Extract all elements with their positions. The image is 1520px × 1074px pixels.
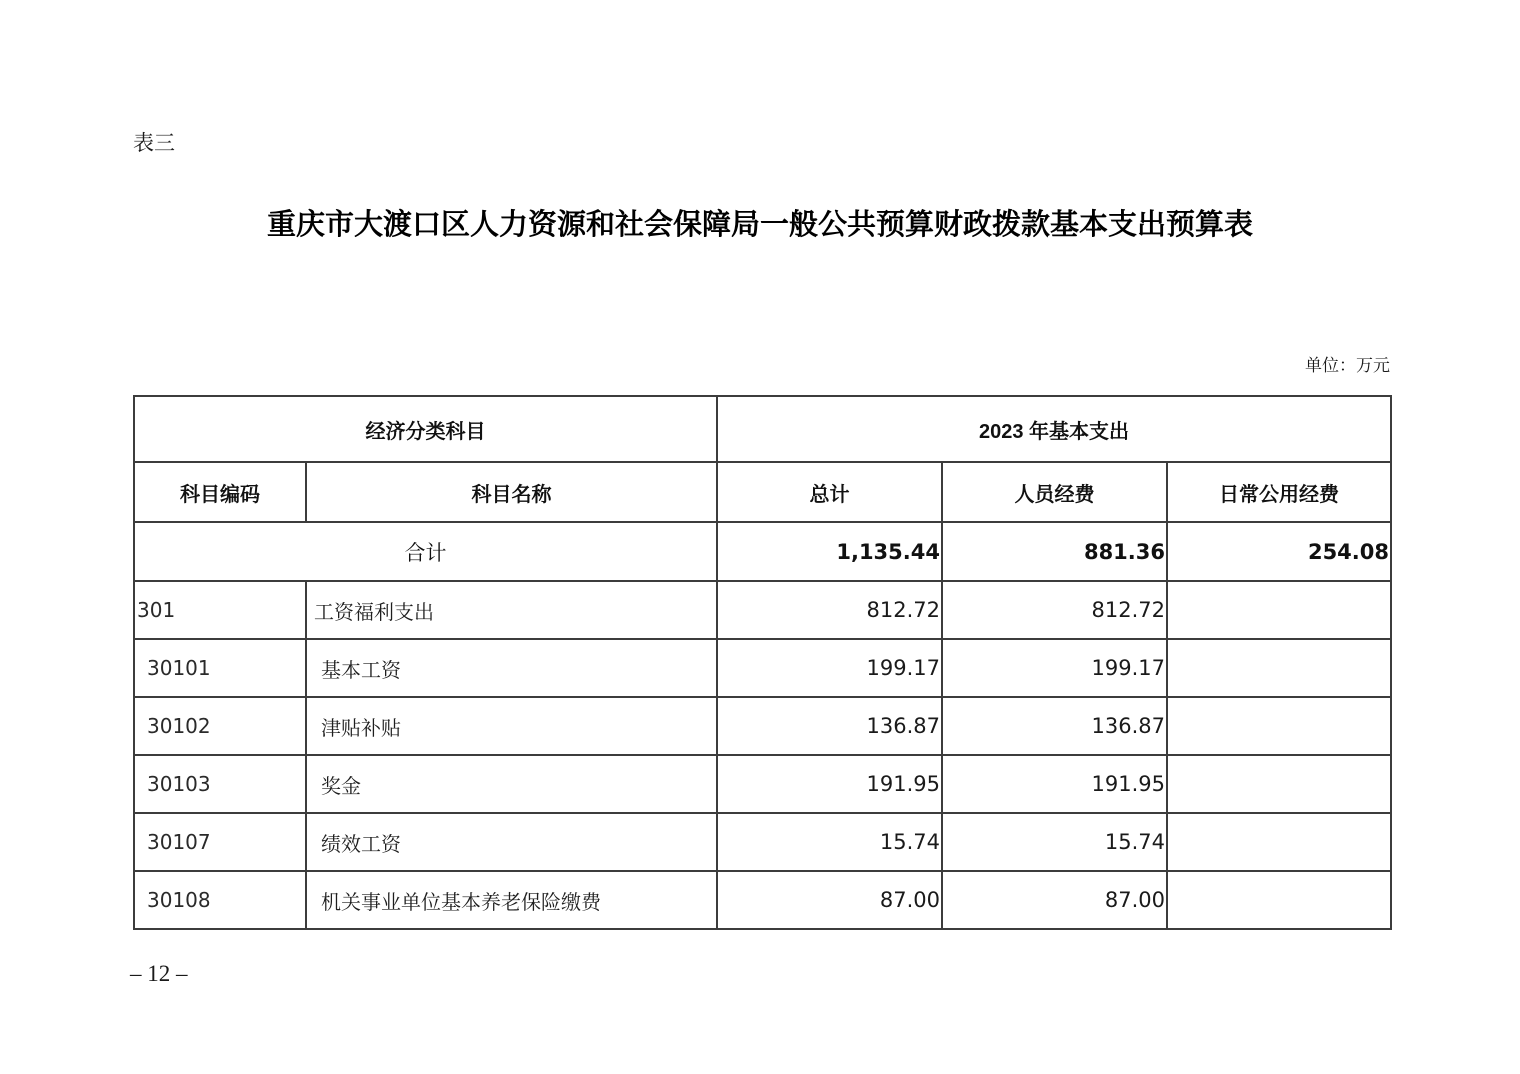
page-number: – 12 – <box>130 961 188 986</box>
table-row <box>134 581 1391 639</box>
row-code: 30101 <box>134 639 306 697</box>
row-total: 136.87 <box>717 697 942 755</box>
row-name: 津贴补贴 <box>306 697 717 755</box>
column-header-personnel: 人员经费 <box>942 462 1167 522</box>
row-total: 199.17 <box>717 639 942 697</box>
row-personnel: 812.72 <box>942 581 1167 639</box>
total-row <box>134 522 1391 581</box>
row-name: 基本工资 <box>306 639 717 697</box>
row-personnel: 87.00 <box>942 871 1167 929</box>
budget-table <box>133 395 1392 930</box>
row-daily-public <box>1167 755 1391 813</box>
row-daily-public <box>1167 639 1391 697</box>
row-total: 15.74 <box>717 813 942 871</box>
row-total: 87.00 <box>717 871 942 929</box>
total-row-personnel: 881.36 <box>942 522 1167 581</box>
total-row-total: 1,135.44 <box>717 522 942 581</box>
table-row <box>134 697 1391 755</box>
row-name: 机关事业单位基本养老保险缴费 <box>306 871 717 929</box>
table-row <box>134 813 1391 871</box>
row-name: 奖金 <box>306 755 717 813</box>
row-code: 30103 <box>134 755 306 813</box>
row-personnel: 15.74 <box>942 813 1167 871</box>
row-code: 301 <box>134 581 306 639</box>
total-row-daily-public: 254.08 <box>1167 522 1391 581</box>
unit-note: 单位：万元 <box>1305 356 1390 375</box>
sheet-label: 表三 <box>133 131 175 155</box>
page-title: 重庆市大渡口区人力资源和社会保障局一般公共预算财政拨款基本支出预算表 <box>266 209 1253 241</box>
row-code: 30108 <box>134 871 306 929</box>
row-total: 812.72 <box>717 581 942 639</box>
table-row <box>134 639 1391 697</box>
row-name: 绩效工资 <box>306 813 717 871</box>
row-name: 工资福利支出 <box>306 581 717 639</box>
header-economic-classification: 经济分类科目 <box>134 396 717 462</box>
header-group-row <box>134 396 1391 462</box>
table-row <box>134 755 1391 813</box>
header-columns-row <box>134 462 1391 522</box>
row-daily-public <box>1167 581 1391 639</box>
column-header-daily-public: 日常公用经费 <box>1167 462 1391 522</box>
row-personnel: 191.95 <box>942 755 1167 813</box>
row-personnel: 136.87 <box>942 697 1167 755</box>
total-row-label: 合计 <box>134 522 717 581</box>
row-total: 191.95 <box>717 755 942 813</box>
column-header-name: 科目名称 <box>306 462 717 522</box>
header-2023-basic-expenditure: 2023 年基本支出 <box>717 396 1391 462</box>
row-daily-public <box>1167 697 1391 755</box>
row-personnel: 199.17 <box>942 639 1167 697</box>
row-code: 30107 <box>134 813 306 871</box>
column-header-code: 科目编码 <box>134 462 306 522</box>
column-header-total: 总计 <box>717 462 942 522</box>
row-daily-public <box>1167 813 1391 871</box>
row-daily-public <box>1167 871 1391 929</box>
table-row <box>134 871 1391 929</box>
row-code: 30102 <box>134 697 306 755</box>
